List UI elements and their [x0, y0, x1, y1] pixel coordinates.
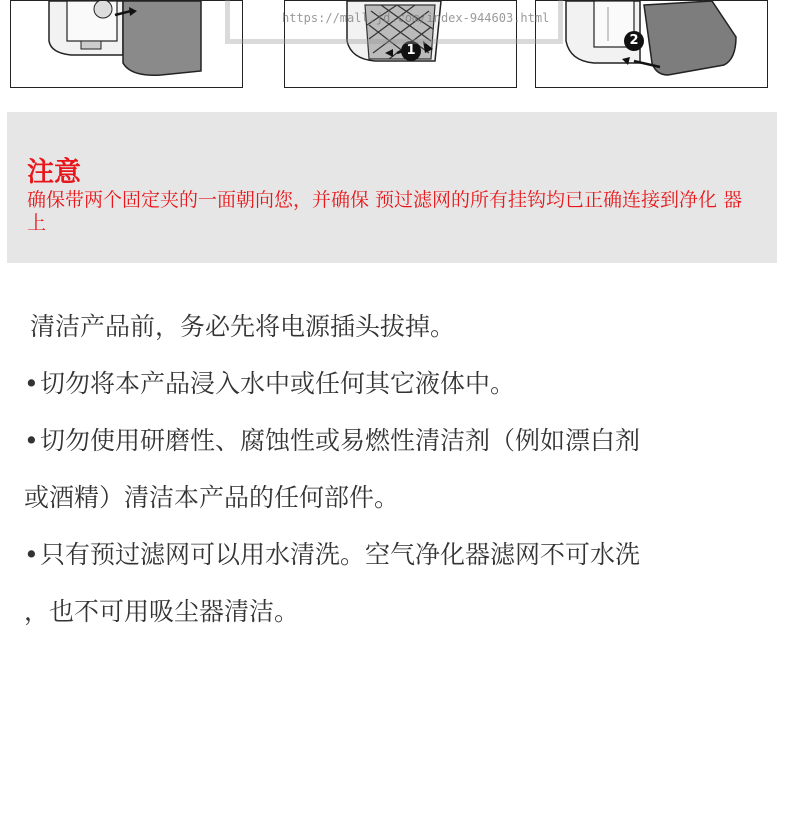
instruction-line-1: 清洁产品前，务必先将电源插头拔掉。 [30, 312, 456, 341]
instruction-line-4: 或酒精）清洁本产品的任何部件。 [24, 483, 400, 512]
purifier-illustration-3 [536, 1, 768, 88]
bullet: • [24, 426, 39, 455]
instruction-text: 只有预过滤网可以用水清洗。空气净化器滤网不可水洗 [40, 540, 641, 569]
instruction-line-2 [24, 361, 764, 418]
instruction-text: 切勿将本产品浸入水中或任何其它液体中。 [40, 369, 516, 398]
bullet: • [24, 540, 39, 569]
step-2-badge: 2 [624, 31, 644, 51]
notice-title: 注意 [27, 157, 81, 188]
cleaning-instructions [24, 304, 764, 646]
bullet: • [24, 369, 39, 398]
instruction-line-3 [24, 418, 764, 475]
purifier-illustration-1 [11, 1, 243, 88]
instruction-text: 切勿使用研磨性、腐蚀性或易燃性清洁剂（例如漂白剂 [40, 426, 641, 455]
instruction-line-6: ，也不可用吸尘器清洁。 [24, 597, 300, 626]
step-1-badge: 1 [401, 41, 421, 61]
instruction-line-5 [24, 532, 764, 589]
illustration-panel-3 [535, 0, 768, 88]
notice-box [7, 112, 777, 263]
notice-body: 确保带两个固定夹的一面朝向您，并确保 预过滤网的所有挂钩均已正确连接到净化 器上 [27, 189, 743, 234]
watermark-url: https://mall.jd.com/index-944603.html [282, 11, 550, 25]
illustration-panel-1 [10, 0, 243, 88]
